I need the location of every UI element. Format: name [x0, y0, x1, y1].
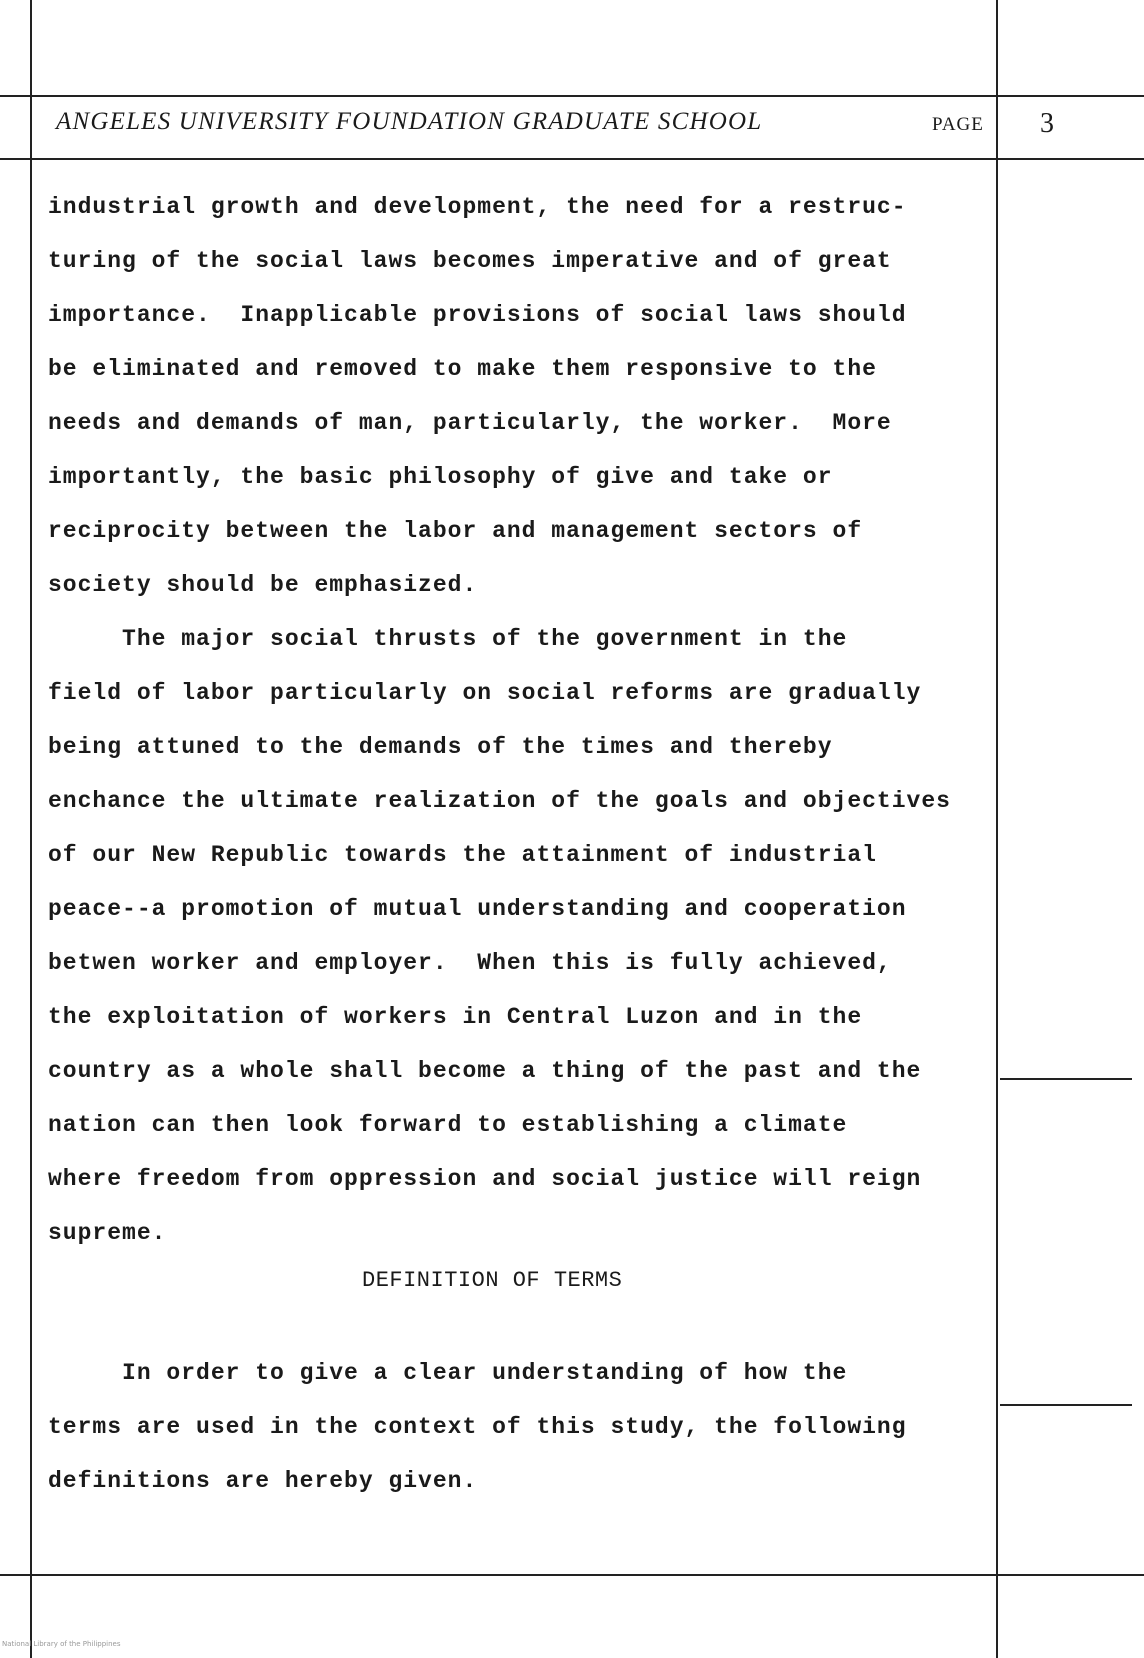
- body-line: of our New Republic towards the attainment of industrial: [48, 842, 877, 868]
- body-line: turing of the social laws becomes imperative and of great: [48, 248, 892, 274]
- page-number: 3: [1040, 108, 1054, 139]
- margin-tick-rule-2: [1000, 1404, 1132, 1406]
- body-line: reciprocity between the labor and management sectors of: [48, 518, 863, 544]
- body-line: terms are used in the context of this study, the following: [48, 1414, 907, 1440]
- section-heading: DEFINITION OF TERMS: [362, 1268, 623, 1293]
- page-header-title: ANGELES UNIVERSITY FOUNDATION GRADUATE SCHOOL: [56, 108, 763, 135]
- footer-note: National Library of the Philippines: [2, 1640, 121, 1648]
- body-line: nation can then look forward to establishing a climate: [48, 1112, 848, 1138]
- footer-rule: [0, 1574, 1144, 1576]
- body-line: needs and demands of man, particularly, the worker. More: [48, 410, 892, 436]
- body-line: the exploitation of workers in Central Luzon and in the: [48, 1004, 863, 1030]
- body-line: betwen worker and employer. When this is fully achieved,: [48, 950, 892, 976]
- header-bottom-rule: [0, 158, 1144, 160]
- page-label: PAGE: [932, 114, 984, 135]
- body-line: enchance the ultimate realization of the goals and objectives: [48, 788, 951, 814]
- body-line: where freedom from oppression and social justice will reign: [48, 1166, 922, 1192]
- definitions-intro: [48, 1346, 907, 1508]
- body-line: importance. Inapplicable provisions of social laws should: [48, 302, 907, 328]
- body-line: importantly, the basic philosophy of give and take or: [48, 464, 833, 490]
- body-line: supreme.: [48, 1220, 167, 1246]
- body-line: field of labor particularly on social reforms are gradually: [48, 680, 922, 706]
- body-line: society should be emphasized.: [48, 572, 478, 598]
- body-line: definitions are hereby given.: [48, 1468, 478, 1494]
- body-line: In order to give a clear understanding of how the: [48, 1360, 848, 1386]
- body-line: peace--a promotion of mutual understanding and cooperation: [48, 896, 907, 922]
- header-top-rule: [0, 95, 1144, 97]
- body-line: country as a whole shall become a thing of the past and the: [48, 1058, 922, 1084]
- left-margin-line: [30, 0, 32, 1658]
- body-text: [48, 180, 1078, 1260]
- body-line: being attuned to the demands of the times and thereby: [48, 734, 833, 760]
- body-line: The major social thrusts of the government in the: [48, 626, 848, 652]
- body-line: industrial growth and development, the need for a restruc-: [48, 194, 907, 220]
- body-line: be eliminated and removed to make them responsive to the: [48, 356, 877, 382]
